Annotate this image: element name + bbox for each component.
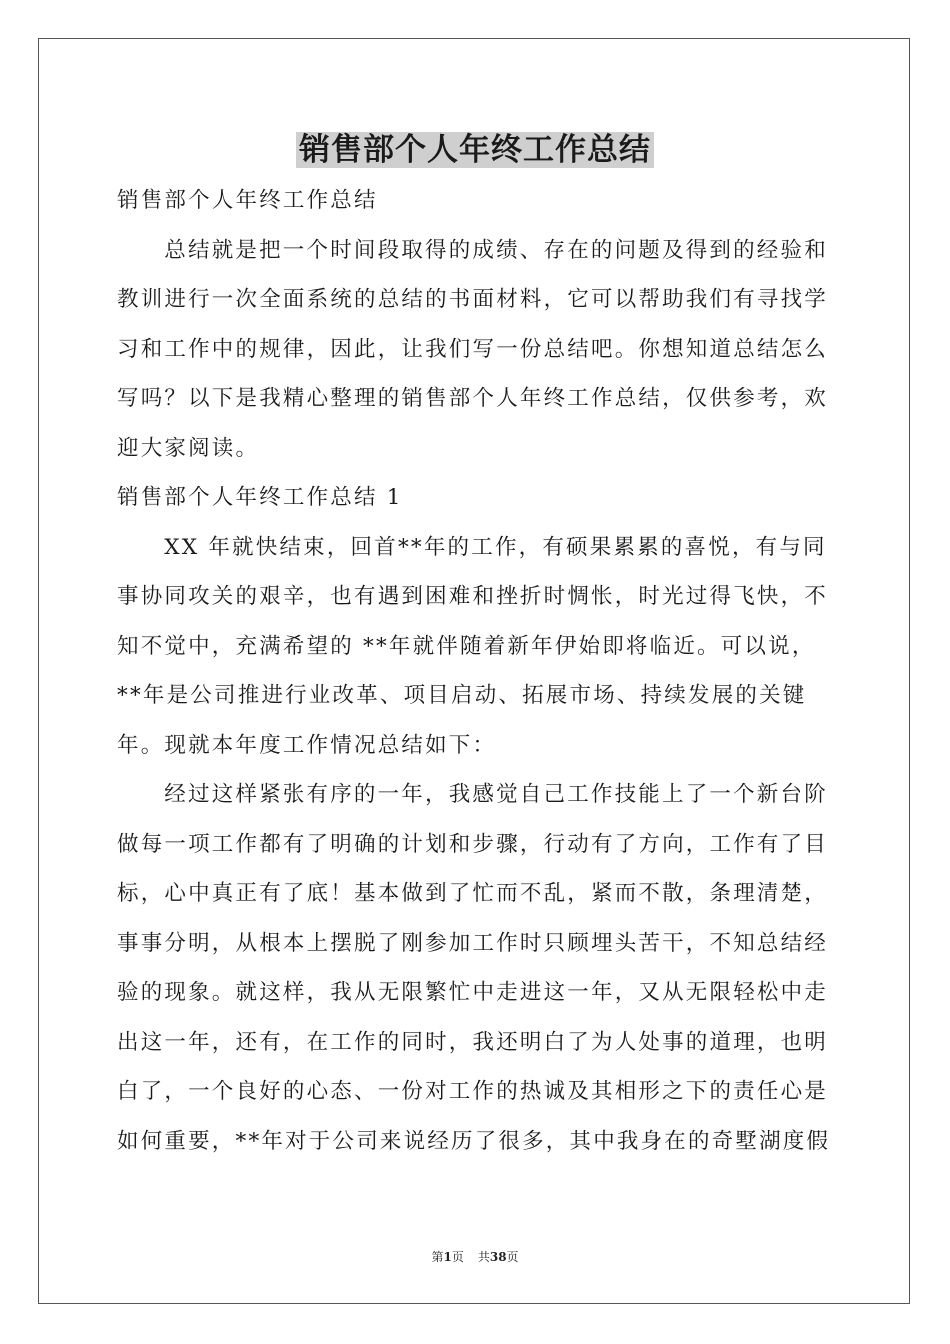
page-footer — [0, 1249, 950, 1265]
section-heading: 销售部个人年终工作总结 1 — [117, 485, 403, 510]
page-number: 1 — [443, 1250, 452, 1264]
body-paragraph: 经过这样紧张有序的一年，我感觉自己工作技能上了一个新台阶做每一项工作都有了明确的计划和步骤，行动有了方向，工作有了目标，心中真正有了底！基本做到了忙而不乱，紧而不散，条理清楚，事事分明，从根本上摆脱了刚参加工作时只顾埋头苦干，不知总结经验的现象。就这样，我从无限繁忙中走进这一年，又从无限轻松中走出这一年，还有，在工作的同时，我还明白了为人处事的道理，也明白了，一个良好的心态、一份对工作的热诚及其相形之下的责任心是如何重要，**年对于公司来说经历了很多，其中我身在的奇墅湖度假 — [117, 782, 831, 1154]
document-title — [0, 128, 950, 172]
total-pages: 38 — [489, 1250, 507, 1264]
intro-paragraph: 总结就是把一个时间段取得的成绩、存在的问题及得到的经验和教训进行一次全面系统的总结的书面材料，它可以帮助我们有寻找学习和工作中的规律，因此，让我们写一份总结吧。你想知道总结怎么写吗？以下是我精心整理的销售部个人年终工作总结，仅供参考，欢迎大家阅读。 — [117, 237, 829, 461]
total-prefix: 共 — [477, 1250, 490, 1264]
document-title-text: 销售部个人年终工作总结 — [296, 132, 654, 168]
total-suffix: 页 — [506, 1250, 519, 1264]
page-suffix: 页 — [451, 1250, 464, 1264]
body-paragraph: XX 年就快结束，回首**年的工作，有硕果累累的喜悦，有与同事协同攻关的艰辛，也有遇到困难和挫折时惆怅，时光过得飞快，不知不觉中，充满希望的 **年就伴随着新年伊始即将临近。可以说，**年是公司推进行业改革、项目启动、拓展市场、持续发展的关键年。现就本年度工作情况总结如下： — [117, 534, 829, 758]
document-body — [117, 176, 841, 1166]
page-prefix: 第 — [431, 1250, 444, 1264]
subtitle-paragraph: 销售部个人年终工作总结 — [117, 188, 378, 213]
